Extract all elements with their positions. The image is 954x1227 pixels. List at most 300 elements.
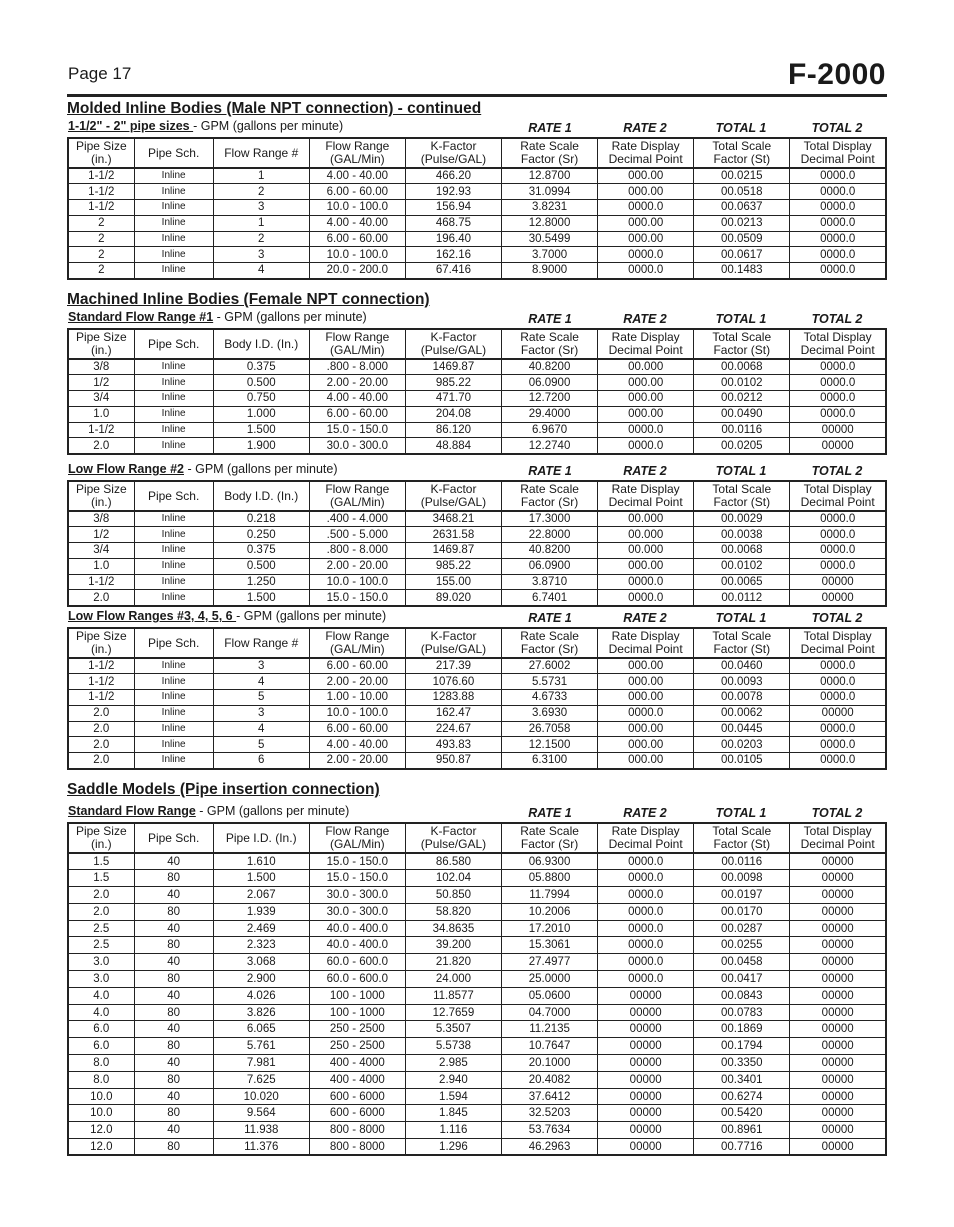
table-cell: 6.3100	[502, 753, 598, 769]
table-cell: 00000	[790, 1038, 886, 1055]
subheading-bold: Low Flow Ranges #3, 4, 5, 6	[68, 609, 237, 623]
table-cell: 12.0	[68, 1139, 134, 1156]
column-header: Total Display Decimal Point	[790, 628, 886, 658]
table-cell: 3.8231	[502, 200, 598, 216]
table-cell: 1-1/2	[68, 658, 134, 674]
table-cell: 00.0215	[694, 168, 790, 184]
table-cell: 00.0212	[694, 391, 790, 407]
table-cell: 12.7659	[405, 1004, 501, 1021]
section-0	[67, 99, 887, 280]
table-cell: 12.2740	[502, 438, 598, 454]
table-row	[68, 558, 886, 574]
table-cell: 0000.0	[790, 231, 886, 247]
table-cell: 3/8	[68, 359, 134, 375]
table-cell: 1.000	[213, 406, 309, 422]
table-cell: 4.00 - 40.00	[309, 391, 405, 407]
table-row	[68, 263, 886, 279]
table-cell: 58.820	[405, 903, 501, 920]
table-cell: 40	[134, 1021, 213, 1038]
table-row	[68, 1071, 886, 1088]
table-cell: 40.8200	[502, 543, 598, 559]
table-cell: 2.469	[213, 920, 309, 937]
table-cell: 471.70	[405, 391, 501, 407]
table-cell: 2.5	[68, 920, 134, 937]
rate-header-4: TOTAL 2	[811, 611, 863, 625]
table-cell: 0000.0	[790, 658, 886, 674]
column-header: Pipe Sch.	[134, 628, 213, 658]
table-cell: 4.00 - 40.00	[309, 215, 405, 231]
table-cell: 12.1500	[502, 737, 598, 753]
table-cell: 11.7994	[502, 887, 598, 904]
table-cell: 50.850	[405, 887, 501, 904]
table-cell: 00000	[790, 705, 886, 721]
data-table	[67, 822, 887, 1156]
table-cell: 0.375	[213, 543, 309, 559]
table-cell: 00000	[790, 438, 886, 454]
table-cell: 00000	[790, 1122, 886, 1139]
table-cell: 2.940	[405, 1071, 501, 1088]
table-cell: 102.04	[405, 870, 501, 887]
table-cell: 0000.0	[790, 168, 886, 184]
data-table	[67, 627, 887, 770]
table-cell: 985.22	[405, 558, 501, 574]
table-cell: 67.416	[405, 263, 501, 279]
table-cell: 3/4	[68, 543, 134, 559]
table-cell: 000.00	[598, 375, 694, 391]
table-cell: 2.0	[68, 590, 134, 606]
table-cell: 0000.0	[790, 753, 886, 769]
rate-header-2: RATE 2	[623, 806, 667, 820]
table-cell: Inline	[134, 690, 213, 706]
table-cell: 00.0458	[694, 954, 790, 971]
column-header: Flow Range (GAL/Min)	[309, 138, 405, 168]
table-cell: 0000.0	[598, 247, 694, 263]
table-cell: 00000	[790, 1071, 886, 1088]
table-cell: 2.067	[213, 887, 309, 904]
subheading-rest: - GPM (gallons per minute)	[236, 609, 387, 623]
table-cell: 2	[68, 215, 134, 231]
table-cell: 2	[213, 184, 309, 200]
column-header: Flow Range #	[213, 628, 309, 658]
column-header: Total Display Decimal Point	[790, 481, 886, 511]
column-header: Rate Display Decimal Point	[598, 481, 694, 511]
table-cell: 1.845	[405, 1105, 501, 1122]
table-cell: 00000	[598, 1139, 694, 1156]
table-cell: 0000.0	[790, 674, 886, 690]
table-cell: 400 - 4000	[309, 1071, 405, 1088]
rate-header-3: TOTAL 1	[715, 806, 767, 820]
table-header-row	[68, 628, 886, 658]
table-cell: 1.500	[213, 590, 309, 606]
table-cell: 00.0843	[694, 987, 790, 1004]
subheading-row	[67, 462, 887, 480]
table-cell: 196.40	[405, 231, 501, 247]
table-cell: 250 - 2500	[309, 1038, 405, 1055]
table-cell: 2.0	[68, 903, 134, 920]
table-row	[68, 438, 886, 454]
table-cell: 6.00 - 60.00	[309, 184, 405, 200]
column-header: Total Scale Factor (St)	[694, 329, 790, 359]
table-cell: .800 - 8.000	[309, 359, 405, 375]
table-cell: 0000.0	[790, 375, 886, 391]
table-cell: 00.8961	[694, 1122, 790, 1139]
column-header: Pipe Sch.	[134, 823, 213, 853]
table-row	[68, 1055, 886, 1072]
table-cell: 15.0 - 150.0	[309, 422, 405, 438]
rate-total-headers	[67, 312, 887, 328]
column-header: Pipe Size (in.)	[68, 823, 134, 853]
table-cell: 1.610	[213, 853, 309, 870]
table-cell: 00.0197	[694, 887, 790, 904]
table-cell: 250 - 2500	[309, 1021, 405, 1038]
table-cell: .800 - 8.000	[309, 543, 405, 559]
column-header: Rate Scale Factor (Sr)	[502, 138, 598, 168]
column-header: Rate Display Decimal Point	[598, 138, 694, 168]
section-2	[67, 462, 887, 607]
table-cell: 20.4082	[502, 1071, 598, 1088]
table-row	[68, 375, 886, 391]
table-cell: 0000.0	[598, 870, 694, 887]
table-cell: 00000	[790, 1105, 886, 1122]
table-cell: 00000	[790, 1055, 886, 1072]
table-cell: 1.0	[68, 558, 134, 574]
table-cell: 1283.88	[405, 690, 501, 706]
table-cell: 40.8200	[502, 359, 598, 375]
table-cell: 5.5738	[405, 1038, 501, 1055]
table-cell: 06.0900	[502, 558, 598, 574]
table-row	[68, 690, 886, 706]
table-cell: 0000.0	[790, 184, 886, 200]
table-row	[68, 1004, 886, 1021]
table-cell: Inline	[134, 359, 213, 375]
table-cell: 00000	[598, 1004, 694, 1021]
table-cell: 4	[213, 674, 309, 690]
table-cell: 00.0068	[694, 359, 790, 375]
table-cell: Inline	[134, 215, 213, 231]
table-cell: 1-1/2	[68, 200, 134, 216]
table-cell: 15.0 - 150.0	[309, 870, 405, 887]
data-table	[67, 328, 887, 455]
table-cell: 1.116	[405, 1122, 501, 1139]
data-table	[67, 480, 887, 607]
column-header: Body I.D. (In.)	[213, 329, 309, 359]
table-cell: 00000	[790, 853, 886, 870]
table-cell: 0000.0	[790, 527, 886, 543]
table-cell: 000.00	[598, 168, 694, 184]
table-cell: 40	[134, 987, 213, 1004]
table-cell: 0000.0	[790, 721, 886, 737]
table-cell: 6.00 - 60.00	[309, 721, 405, 737]
table-cell: 8.0	[68, 1055, 134, 1072]
column-header: Flow Range (GAL/Min)	[309, 823, 405, 853]
document-title: F-2000	[787, 58, 886, 91]
table-cell: Inline	[134, 721, 213, 737]
table-cell: 00000	[790, 590, 886, 606]
table-cell: 000.00	[598, 674, 694, 690]
table-cell: 0000.0	[598, 887, 694, 904]
table-row	[68, 184, 886, 200]
table-cell: 00000	[790, 870, 886, 887]
table-header-row	[68, 329, 886, 359]
rate-header-3: TOTAL 1	[715, 611, 767, 625]
table-cell: Inline	[134, 375, 213, 391]
table-cell: 0000.0	[598, 853, 694, 870]
table-cell: 3	[213, 705, 309, 721]
table-cell: 00.0062	[694, 705, 790, 721]
table-cell: Inline	[134, 406, 213, 422]
table-cell: 0000.0	[790, 558, 886, 574]
column-header: Flow Range (GAL/Min)	[309, 628, 405, 658]
table-cell: 400 - 4000	[309, 1055, 405, 1072]
subheading-row	[67, 609, 887, 627]
table-cell: Inline	[134, 247, 213, 263]
table-cell: 00000	[598, 1038, 694, 1055]
table-cell: Inline	[134, 231, 213, 247]
table-cell: 1469.87	[405, 543, 501, 559]
table-cell: 06.0900	[502, 375, 598, 391]
table-cell: 1.900	[213, 438, 309, 454]
table-row	[68, 721, 886, 737]
table-cell: Inline	[134, 438, 213, 454]
table-row	[68, 737, 886, 753]
table-cell: 80	[134, 1139, 213, 1156]
table-cell: 6.00 - 60.00	[309, 406, 405, 422]
column-header: K-Factor (Pulse/GAL)	[405, 628, 501, 658]
table-row	[68, 511, 886, 527]
table-cell: 00.0038	[694, 527, 790, 543]
table-cell: 0000.0	[790, 200, 886, 216]
table-cell: 468.75	[405, 215, 501, 231]
table-cell: 5	[213, 690, 309, 706]
table-cell: 00000	[598, 1055, 694, 1072]
rate-header-3: TOTAL 1	[715, 312, 767, 326]
column-header: Pipe Sch.	[134, 481, 213, 511]
table-cell: 00.000	[598, 359, 694, 375]
data-table	[67, 137, 887, 280]
table-cell: Inline	[134, 590, 213, 606]
table-cell: 3	[213, 247, 309, 263]
table-cell: 6.0	[68, 1021, 134, 1038]
table-cell: 00000	[790, 987, 886, 1004]
table-cell: 4.026	[213, 987, 309, 1004]
table-cell: 00.0783	[694, 1004, 790, 1021]
table-cell: 00000	[790, 887, 886, 904]
table-cell: 00.0102	[694, 558, 790, 574]
table-cell: 00.0518	[694, 184, 790, 200]
table-cell: 00.0460	[694, 658, 790, 674]
table-cell: 34.8635	[405, 920, 501, 937]
table-cell: 0000.0	[598, 438, 694, 454]
section-1	[67, 290, 887, 455]
table-cell: 00000	[598, 1122, 694, 1139]
table-cell: 1-1/2	[68, 168, 134, 184]
table-cell: 1.00 - 10.00	[309, 690, 405, 706]
column-header: Total Scale Factor (St)	[694, 823, 790, 853]
table-cell: 10.0 - 100.0	[309, 200, 405, 216]
table-cell: 1.594	[405, 1088, 501, 1105]
subheading-bold: Standard Flow Range	[68, 804, 196, 818]
table-cell: 00.0105	[694, 753, 790, 769]
table-row	[68, 406, 886, 422]
column-header: Total Scale Factor (St)	[694, 628, 790, 658]
table-cell: 00.000	[598, 527, 694, 543]
rate-header-1: RATE 1	[528, 121, 572, 135]
table-cell: 00.3350	[694, 1055, 790, 1072]
table-cell: 5	[213, 737, 309, 753]
subheading-row	[67, 804, 887, 822]
table-cell: 8.0	[68, 1071, 134, 1088]
table-row	[68, 168, 886, 184]
table-cell: Inline	[134, 753, 213, 769]
table-row	[68, 1122, 886, 1139]
table-row	[68, 971, 886, 988]
table-cell: 00.0065	[694, 574, 790, 590]
column-header: K-Factor (Pulse/GAL)	[405, 823, 501, 853]
table-cell: 9.564	[213, 1105, 309, 1122]
table-cell: 7.981	[213, 1055, 309, 1072]
rate-total-headers	[67, 611, 887, 627]
table-cell: .500 - 5.000	[309, 527, 405, 543]
table-cell: 2.00 - 20.00	[309, 753, 405, 769]
table-cell: 1.500	[213, 870, 309, 887]
column-header: Total Scale Factor (St)	[694, 138, 790, 168]
table-cell: 00000	[790, 422, 886, 438]
table-cell: 00.0112	[694, 590, 790, 606]
table-cell: 2631.58	[405, 527, 501, 543]
table-cell: 60.0 - 600.0	[309, 971, 405, 988]
table-row	[68, 422, 886, 438]
column-header: Pipe Sch.	[134, 138, 213, 168]
table-cell: 00.000	[598, 511, 694, 527]
table-cell: 6.065	[213, 1021, 309, 1038]
table-cell: 1076.60	[405, 674, 501, 690]
table-row	[68, 247, 886, 263]
subheading-bold: Standard Flow Range #1	[68, 310, 214, 324]
subheading-rest: - GPM (gallons per minute)	[195, 804, 350, 818]
table-cell: 00.0213	[694, 215, 790, 231]
table-cell: 10.0 - 100.0	[309, 705, 405, 721]
table-cell: 2.0	[68, 721, 134, 737]
section-4	[67, 780, 887, 1156]
table-cell: 1-1/2	[68, 184, 134, 200]
rate-header-4: TOTAL 2	[811, 464, 863, 478]
rate-total-headers	[67, 806, 887, 822]
table-cell: 00.1869	[694, 1021, 790, 1038]
table-cell: 00000	[598, 1105, 694, 1122]
table-cell: 2	[68, 231, 134, 247]
table-cell: 2.0	[68, 705, 134, 721]
table-cell: 100 - 1000	[309, 987, 405, 1004]
table-cell: 000.00	[598, 721, 694, 737]
table-cell: Inline	[134, 574, 213, 590]
table-cell: 10.0 - 100.0	[309, 574, 405, 590]
table-cell: 2.0	[68, 438, 134, 454]
table-cell: 224.67	[405, 721, 501, 737]
table-cell: 29.4000	[502, 406, 598, 422]
subheading-rest: - GPM (gallons per minute)	[193, 119, 344, 133]
table-cell: 2	[213, 231, 309, 247]
table-cell: 0000.0	[598, 954, 694, 971]
rate-header-4: TOTAL 2	[811, 121, 863, 135]
table-cell: 30.0 - 300.0	[309, 438, 405, 454]
table-cell: 2.323	[213, 937, 309, 954]
table-cell: 2.985	[405, 1055, 501, 1072]
column-header: Rate Display Decimal Point	[598, 628, 694, 658]
table-cell: 4.00 - 40.00	[309, 737, 405, 753]
table-cell: 0000.0	[790, 215, 886, 231]
table-cell: 80	[134, 870, 213, 887]
table-cell: 3.0	[68, 971, 134, 988]
table-cell: 4.0	[68, 1004, 134, 1021]
table-cell: 800 - 8000	[309, 1122, 405, 1139]
table-cell: 0000.0	[790, 263, 886, 279]
table-cell: 6.9670	[502, 422, 598, 438]
table-cell: 493.83	[405, 737, 501, 753]
table-cell: 05.8800	[502, 870, 598, 887]
table-cell: 000.00	[598, 558, 694, 574]
column-header: K-Factor (Pulse/GAL)	[405, 329, 501, 359]
column-header: Pipe Size (in.)	[68, 481, 134, 511]
table-cell: 1.5	[68, 853, 134, 870]
table-cell: 2	[68, 247, 134, 263]
table-cell: 0.375	[213, 359, 309, 375]
table-cell: 00000	[790, 1021, 886, 1038]
table-row	[68, 231, 886, 247]
table-cell: Inline	[134, 184, 213, 200]
table-cell: 00000	[790, 937, 886, 954]
column-header: Body I.D. (In.)	[213, 481, 309, 511]
rate-total-headers	[67, 464, 887, 480]
table-cell: 10.020	[213, 1088, 309, 1105]
table-cell: 80	[134, 1105, 213, 1122]
table-cell: 40	[134, 920, 213, 937]
column-header: Rate Scale Factor (Sr)	[502, 329, 598, 359]
table-cell: 06.9300	[502, 853, 598, 870]
table-cell: Inline	[134, 658, 213, 674]
table-cell: 00.0417	[694, 971, 790, 988]
table-cell: 00.3401	[694, 1071, 790, 1088]
table-cell: 25.0000	[502, 971, 598, 988]
table-cell: Inline	[134, 511, 213, 527]
table-cell: 20.1000	[502, 1055, 598, 1072]
table-cell: 0000.0	[598, 574, 694, 590]
table-cell: Inline	[134, 168, 213, 184]
table-cell: 12.7200	[502, 391, 598, 407]
table-row	[68, 987, 886, 1004]
table-cell: 000.00	[598, 231, 694, 247]
column-header: Pipe I.D. (In.)	[213, 823, 309, 853]
table-cell: 6	[213, 753, 309, 769]
table-cell: 2	[68, 263, 134, 279]
title-rule	[67, 94, 887, 97]
table-cell: 0000.0	[598, 422, 694, 438]
table-cell: 04.7000	[502, 1004, 598, 1021]
table-row	[68, 954, 886, 971]
table-cell: 1.296	[405, 1139, 501, 1156]
column-header: Pipe Sch.	[134, 329, 213, 359]
table-cell: 466.20	[405, 168, 501, 184]
table-cell: 00.7716	[694, 1139, 790, 1156]
table-cell: 0000.0	[598, 903, 694, 920]
table-cell: 00.0170	[694, 903, 790, 920]
table-cell: 12.8000	[502, 215, 598, 231]
table-cell: 1-1/2	[68, 422, 134, 438]
table-cell: 00.1794	[694, 1038, 790, 1055]
table-cell: 00000	[790, 1004, 886, 1021]
column-header: Pipe Size (in.)	[68, 138, 134, 168]
table-cell: 1	[213, 215, 309, 231]
table-row	[68, 574, 886, 590]
